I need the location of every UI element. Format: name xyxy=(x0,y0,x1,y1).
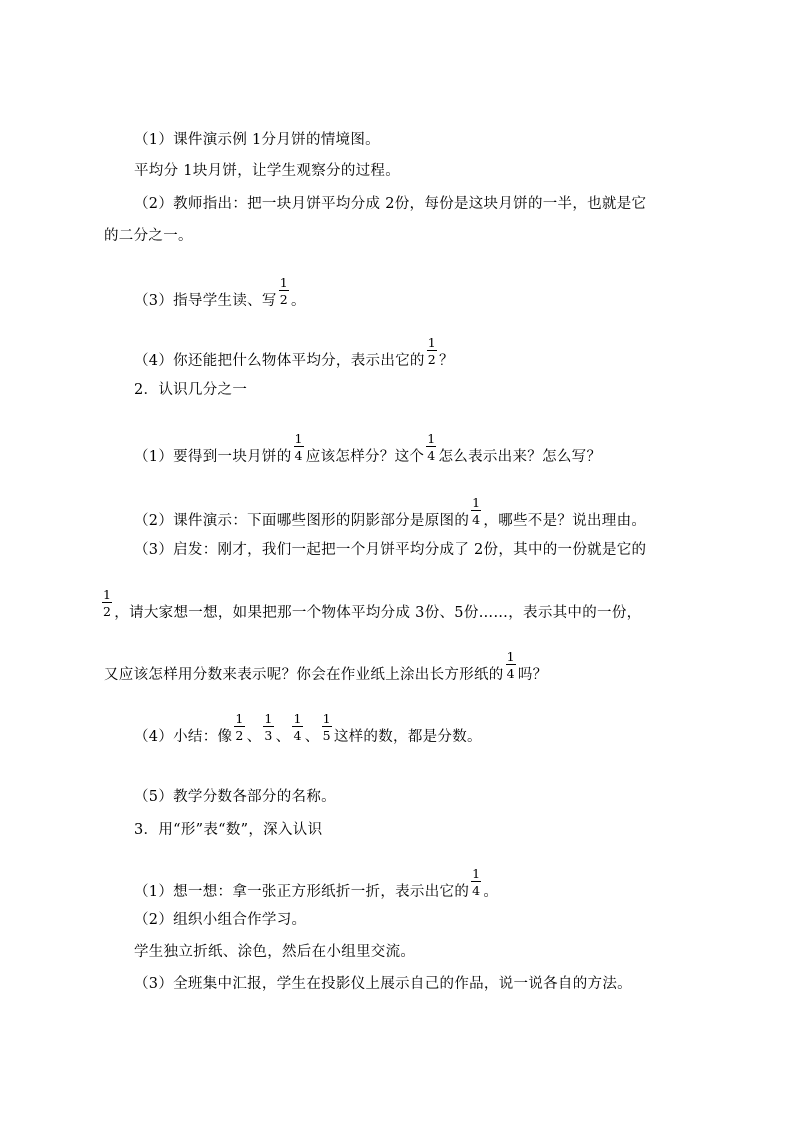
text: （2）课件演示：下面哪些图形的阴影部分是原图的 xyxy=(134,513,470,529)
text: 3．用“形”表“数”，深入认识 xyxy=(134,822,323,838)
text: （4）你还能把什么物体平均分，表示出它的 xyxy=(134,353,425,369)
fraction-denominator: 4 xyxy=(506,666,515,681)
text: ，哪些不是？说出理由。 xyxy=(483,513,647,529)
fraction-bar xyxy=(102,602,112,603)
fraction-numerator: 1 xyxy=(427,431,436,446)
text: （4）小结：像 xyxy=(134,729,233,745)
fraction-denominator: 4 xyxy=(294,448,303,463)
fraction-denominator: 4 xyxy=(472,883,481,898)
fraction-denominator: 5 xyxy=(322,728,331,743)
text: （1）课件演示例 1分月饼的情境图。 xyxy=(134,132,380,148)
text: （2）组织小组合作学习。 xyxy=(134,912,307,928)
text: （3）全班集中汇报，学生在投影仪上展示自己的作品，说一说各自的方法。 xyxy=(134,976,632,992)
paragraph-line xyxy=(134,194,646,214)
fraction xyxy=(292,712,302,742)
fraction-numerator: 1 xyxy=(264,711,273,726)
paragraph-line xyxy=(134,161,400,181)
fraction-numerator: 1 xyxy=(506,649,515,664)
fraction-numerator: 1 xyxy=(427,335,436,350)
fraction-bar xyxy=(322,726,332,727)
fraction xyxy=(426,432,436,462)
fraction-bar xyxy=(506,664,516,665)
text: 2．认识几分之一 xyxy=(134,382,248,398)
paragraph-line xyxy=(134,942,415,962)
fraction-numerator: 1 xyxy=(235,711,244,726)
fraction xyxy=(471,496,481,526)
fraction-denominator: 3 xyxy=(264,728,273,743)
fraction xyxy=(234,712,244,742)
paragraph-line xyxy=(134,711,482,752)
fraction-denominator: 2 xyxy=(279,292,288,307)
paragraph-line xyxy=(134,495,647,536)
fraction-numerator: 1 xyxy=(322,711,331,726)
fraction-numerator: 1 xyxy=(294,431,303,446)
fraction-bar xyxy=(279,290,289,291)
fraction xyxy=(471,867,481,897)
fraction-numerator: 1 xyxy=(472,866,481,881)
text: 。 xyxy=(483,884,499,900)
text: 这样的数，都是分数。 xyxy=(333,729,482,745)
fraction-bar xyxy=(263,726,273,727)
fraction-bar xyxy=(292,726,302,727)
paragraph-line xyxy=(134,431,602,472)
text: （1）想一想：拿一张正方形纸折一折，表示出它的 xyxy=(134,884,470,900)
text: （5）教学分数各部分的名称。 xyxy=(134,789,336,805)
fraction-numerator: 1 xyxy=(293,711,302,726)
fraction-numerator: 1 xyxy=(279,275,288,290)
fraction-bar xyxy=(234,726,244,727)
text: 应该怎样分？这个 xyxy=(305,449,425,465)
text: （1）要得到一块月饼的 xyxy=(134,449,292,465)
text: （2）教师指出：把一块月饼平均分成 2份，每份是这块月饼的一半，也就是它 xyxy=(134,196,647,212)
paragraph-line xyxy=(134,275,306,316)
fraction-bar xyxy=(427,350,437,351)
paragraph-line xyxy=(134,910,306,930)
fraction xyxy=(506,650,516,680)
fraction-numerator: 1 xyxy=(103,587,112,602)
text: 学生独立折纸、涂色，然后在小组里交流。 xyxy=(134,944,416,960)
fraction xyxy=(102,588,112,618)
paragraph-line xyxy=(134,866,499,907)
separator: 、 xyxy=(304,729,320,745)
text: ？ xyxy=(439,353,454,369)
fraction xyxy=(322,712,332,742)
paragraph-line xyxy=(102,587,642,628)
separator: 、 xyxy=(246,729,262,745)
paragraph-line xyxy=(134,787,336,807)
fraction-denominator: 4 xyxy=(472,512,481,527)
fraction-bar xyxy=(471,881,481,882)
paragraph-line xyxy=(134,335,454,376)
fraction-denominator: 4 xyxy=(293,728,302,743)
paragraph-line xyxy=(134,974,632,994)
paragraph-line xyxy=(134,540,646,560)
fraction xyxy=(294,432,304,462)
fraction-denominator: 2 xyxy=(427,352,436,367)
fraction-bar xyxy=(294,446,304,447)
separator: 、 xyxy=(275,729,291,745)
paragraph-line xyxy=(104,649,548,690)
fraction-denominator: 2 xyxy=(103,604,112,619)
fraction xyxy=(279,276,289,306)
paragraph-line xyxy=(104,226,193,246)
text: （3）指导学生读、写 xyxy=(134,293,277,309)
text: 吗？ xyxy=(517,667,548,683)
text: 又应该怎样用分数来表示呢？你会在作业纸上涂出长方形纸的 xyxy=(104,667,504,683)
fraction-bar xyxy=(426,446,436,447)
paragraph-line xyxy=(134,130,380,150)
text: 平均分 1块月饼，让学生观察分的过程。 xyxy=(134,163,401,179)
fraction-bar xyxy=(471,510,481,511)
section-heading xyxy=(134,820,322,840)
text: （3）启发：刚才，我们一起把一个月饼平均分成了 2份，其中的一份就是它的 xyxy=(134,542,647,558)
fraction xyxy=(427,336,437,366)
text: 怎么表示出来？怎么写？ xyxy=(438,449,602,465)
fraction-denominator: 2 xyxy=(235,728,244,743)
text: 。 xyxy=(291,293,306,309)
fraction-denominator: 4 xyxy=(427,448,436,463)
fraction-numerator: 1 xyxy=(472,495,481,510)
fraction xyxy=(263,712,273,742)
section-heading xyxy=(134,380,247,400)
text: 的二分之一。 xyxy=(104,228,193,244)
text: ，请大家想一想，如果把那一个物体平均分成 3份、5份……，表示其中的一份， xyxy=(114,605,642,621)
